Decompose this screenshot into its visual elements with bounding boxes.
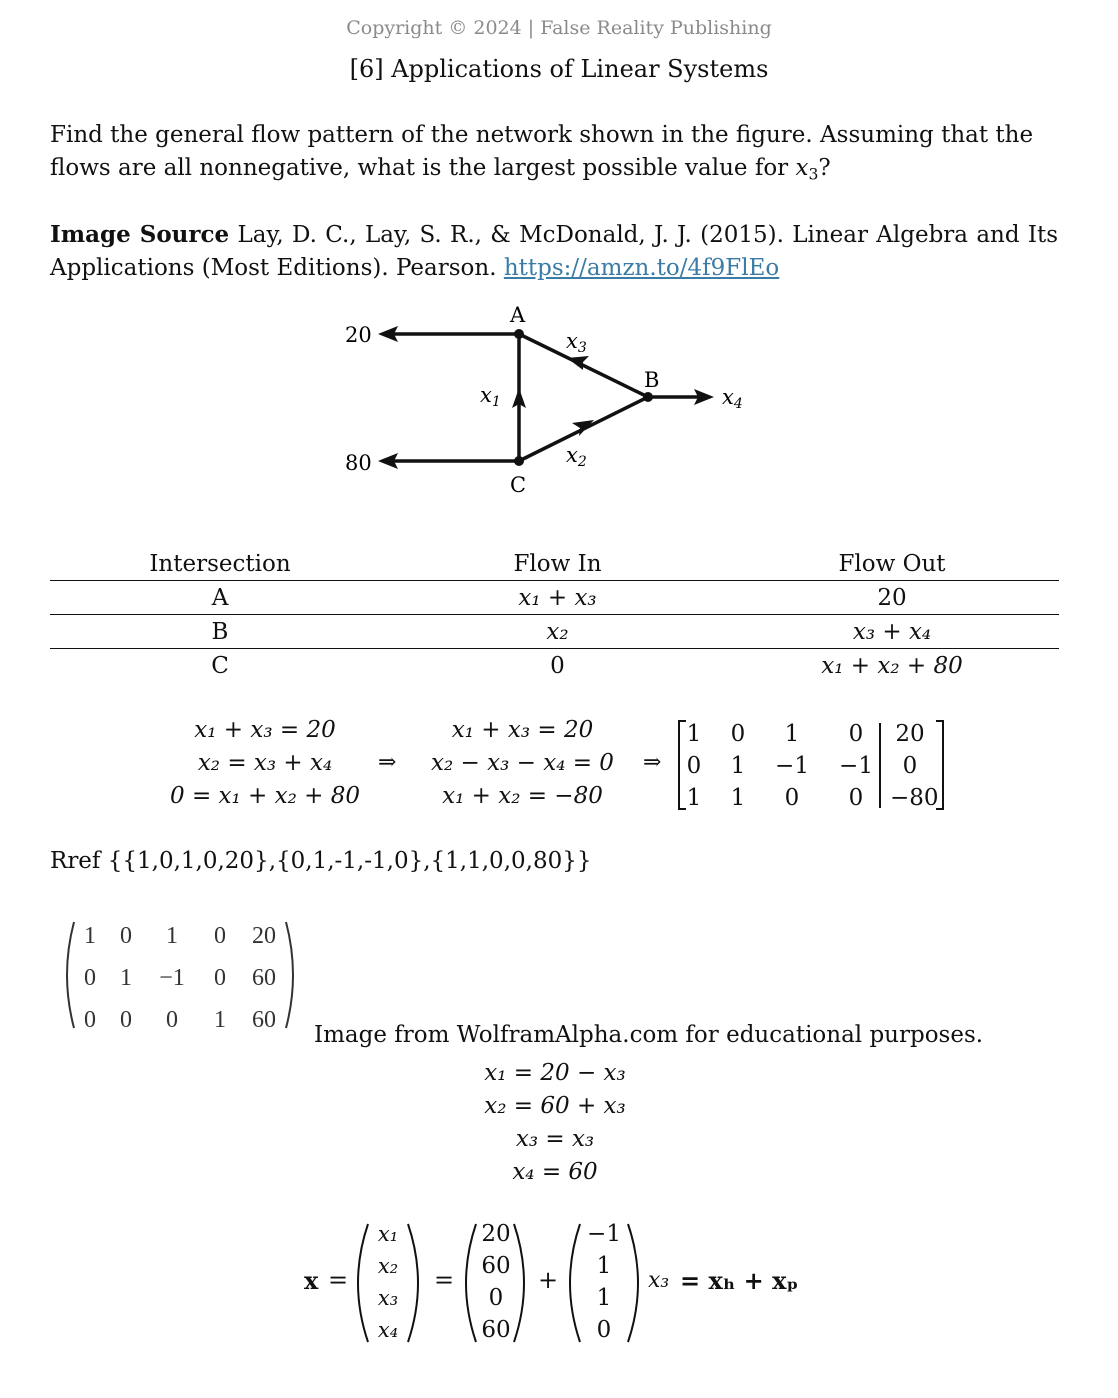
wolfram-result-matrix bbox=[58, 916, 298, 1034]
equation: x₂ − x₃ − x₄ = 0 bbox=[431, 750, 614, 776]
table-cell: x₃ + x₄ bbox=[725, 615, 1059, 649]
result-cell: 1 bbox=[214, 1007, 226, 1033]
result-cell: 0 bbox=[84, 1007, 96, 1033]
table-cell: 20 bbox=[725, 581, 1059, 615]
solution-line: x₄ = 60 bbox=[512, 1159, 598, 1185]
outflow-a-label: 20 bbox=[345, 323, 372, 347]
table-cell: x₁ + x₂ + 80 bbox=[821, 652, 963, 679]
matrix-cell: 1 bbox=[730, 785, 746, 811]
table-row bbox=[50, 615, 1059, 649]
vector-vars: x₁ x₂ x₃ x₄ bbox=[377, 1222, 399, 1342]
col-intersection: Intersection bbox=[50, 547, 390, 581]
equals-sign: = bbox=[328, 1266, 349, 1294]
edge-x2-label: x2 bbox=[566, 443, 587, 470]
free-variable: x₃ bbox=[648, 1268, 670, 1293]
image-source bbox=[50, 218, 1058, 285]
matrix-cell: −80 bbox=[890, 785, 939, 811]
result-cell: −1 bbox=[159, 965, 185, 991]
source-citation: Lay, D. C., Lay, S. R., & McDonald, J. J. (2015). Linear Algebra and Its Applications (Most Editions). Pearson. bbox=[50, 222, 1058, 281]
node-b-label: B bbox=[644, 368, 660, 392]
table-cell: C bbox=[211, 652, 229, 679]
matrix-cell: 1 bbox=[730, 753, 746, 779]
particular-vector: 20 60 0 60 bbox=[481, 1221, 511, 1343]
node-c-label: C bbox=[510, 473, 527, 497]
result-cell: 1 bbox=[120, 965, 132, 991]
homogeneous-vector: −1 1 1 0 bbox=[587, 1221, 621, 1343]
plus-sign: + bbox=[538, 1266, 559, 1294]
wolfram-caption: Image from WolframAlpha.com for educational purposes. bbox=[314, 1022, 984, 1048]
implies-arrow-1: ⇒ bbox=[378, 750, 397, 775]
node-b bbox=[643, 392, 653, 402]
table-cell: 0 bbox=[550, 652, 565, 679]
matrix-cell: −1 bbox=[839, 753, 873, 779]
equation: x₁ + x₂ = −80 bbox=[442, 783, 603, 809]
result-cell: 1 bbox=[84, 923, 96, 949]
augmented-matrix bbox=[676, 718, 946, 814]
node-a-label: A bbox=[510, 303, 526, 327]
matrix-cell: 0 bbox=[686, 753, 702, 779]
flow-table bbox=[50, 547, 1059, 682]
matrix-cell: 0 bbox=[902, 753, 918, 779]
equation: x₁ + x₃ = 20 bbox=[194, 717, 336, 743]
result-cell: 20 bbox=[252, 923, 276, 949]
system-original bbox=[140, 714, 390, 813]
result-cell: 0 bbox=[214, 965, 226, 991]
outflow-c-label: 80 bbox=[345, 451, 372, 475]
problem-text: Find the general flow pattern of the network shown in the figure. Assuming that the flows are all nonnegative, what is the largest possible value for bbox=[50, 122, 1034, 181]
general-solution bbox=[440, 1057, 670, 1189]
implies-arrow-2: ⇒ bbox=[643, 750, 662, 775]
solution-line: x₃ = x₃ bbox=[515, 1126, 595, 1152]
source-link[interactable]: https://amzn.to/4f9FlEo bbox=[503, 255, 780, 281]
result-cell: 0 bbox=[120, 923, 132, 949]
col-flow-in: Flow In bbox=[390, 547, 725, 581]
table-cell: B bbox=[50, 615, 390, 649]
page-title: [6] Applications of Linear Systems bbox=[349, 55, 769, 83]
equals-sign-2: = bbox=[434, 1266, 455, 1294]
vector-rhs: = xₕ + xₚ bbox=[680, 1266, 799, 1295]
matrix-cell: 20 bbox=[895, 721, 925, 747]
solution-line: x₁ = 20 − x₃ bbox=[484, 1060, 626, 1086]
solution-line: x₂ = 60 + x₃ bbox=[484, 1093, 626, 1119]
result-cell: 0 bbox=[120, 1007, 132, 1033]
result-cell: 0 bbox=[84, 965, 96, 991]
matrix-cell: 1 bbox=[784, 721, 800, 747]
edge-x1-label: x1 bbox=[480, 383, 501, 410]
result-cell: 60 bbox=[252, 1007, 276, 1033]
matrix-cell: 1 bbox=[686, 721, 702, 747]
source-label: Image Source bbox=[50, 221, 230, 248]
equation: 0 = x₁ + x₂ + 80 bbox=[170, 783, 360, 809]
matrix-cell: 0 bbox=[848, 721, 864, 747]
table-cell: x₂ bbox=[390, 615, 725, 649]
table-cell: A bbox=[50, 581, 390, 615]
problem-statement: Find the general flow pattern of the network shown in the figure. Assuming that the flows are all nonnegative, what is the largest possible value for $x_3$? bbox=[50, 122, 1034, 184]
vector-x: x bbox=[304, 1266, 319, 1295]
result-cell: 0 bbox=[166, 1007, 178, 1033]
equation: x₁ + x₃ = 20 bbox=[451, 717, 594, 743]
equation: x₂ = x₃ + x₄ bbox=[197, 750, 333, 776]
table-cell: x₁ + x₃ bbox=[390, 581, 725, 615]
col-flow-out: Flow Out bbox=[725, 547, 1059, 581]
result-cell: 0 bbox=[214, 923, 226, 949]
edge-x3-label: x3 bbox=[566, 329, 587, 356]
problem-var: $x_3$ bbox=[795, 155, 819, 184]
node-a bbox=[514, 329, 524, 339]
table-row bbox=[50, 649, 1059, 683]
node-c bbox=[514, 456, 524, 466]
rref-command: Rref {{1,0,1,0,20},{0,1,-1,-1,0},{1,1,0,0,80}} bbox=[50, 848, 592, 874]
vector-form bbox=[300, 1218, 820, 1348]
matrix-cell: 0 bbox=[730, 721, 746, 747]
matrix-cell: 0 bbox=[848, 785, 864, 811]
matrix-cell: 0 bbox=[784, 785, 800, 811]
copyright-line: Copyright © 2024 | False Reality Publishing bbox=[346, 17, 772, 39]
matrix-cell: −1 bbox=[775, 753, 809, 779]
edge-x4-label: x4 bbox=[722, 385, 743, 412]
network-diagram bbox=[330, 298, 770, 503]
result-cell: 1 bbox=[166, 923, 178, 949]
result-cell: 60 bbox=[252, 965, 276, 991]
table-row bbox=[50, 581, 1059, 615]
system-rearranged bbox=[410, 714, 635, 813]
matrix-cell: 1 bbox=[686, 785, 702, 811]
